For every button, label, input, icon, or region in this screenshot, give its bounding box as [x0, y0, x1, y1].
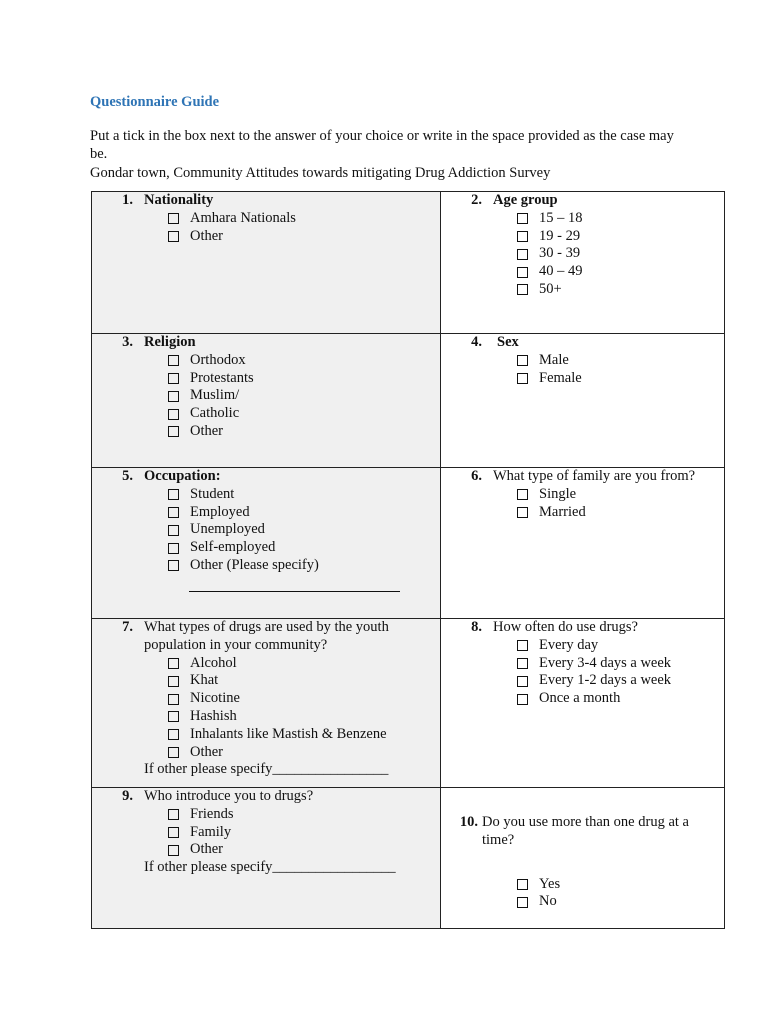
- question-10-cell: [441, 788, 725, 929]
- instructions-text: Put a tick in the box next to the answer of your choice or write in the space provided as the case may be.: [90, 128, 674, 162]
- question-number: 8.: [471, 619, 482, 635]
- option-row[interactable]: [441, 690, 724, 708]
- option-row[interactable]: [92, 744, 440, 762]
- question-number: 2.: [471, 192, 482, 208]
- checkbox[interactable]: [168, 426, 179, 437]
- option-label: Hashish: [190, 707, 237, 724]
- option-label: Every 3-4 days a week: [539, 654, 672, 671]
- option-row[interactable]: [441, 486, 724, 504]
- question-number: 5.: [122, 468, 133, 484]
- option-row[interactable]: [92, 726, 440, 744]
- option-label: Unemployed: [190, 521, 265, 538]
- option-row[interactable]: [441, 672, 724, 690]
- option-row[interactable]: [92, 486, 440, 504]
- option-label: Other: [190, 841, 224, 858]
- checkbox[interactable]: [168, 391, 179, 402]
- question-number: 1.: [122, 192, 133, 208]
- question-5-cell: [92, 468, 441, 619]
- survey-name: Gondar town, Community Attitudes towards mitigating Drug Addiction Survey: [90, 165, 551, 181]
- option-label: Muslim/: [190, 387, 240, 404]
- option-row[interactable]: [92, 708, 440, 726]
- checkbox[interactable]: [517, 213, 528, 224]
- checkbox[interactable]: [517, 489, 528, 500]
- option-label: Catholic: [190, 405, 240, 422]
- option-label: 40 – 49: [539, 263, 583, 280]
- option-label: 30 - 39: [539, 245, 581, 262]
- checkbox[interactable]: [168, 827, 179, 838]
- option-row[interactable]: [441, 370, 724, 388]
- question-10-text: Do you use more than one drug at a time?: [482, 814, 689, 848]
- checkbox[interactable]: [168, 845, 179, 856]
- option-label: Employed: [190, 503, 250, 520]
- option-row[interactable]: [92, 521, 440, 539]
- option-label: Other: [190, 422, 224, 439]
- checkbox[interactable]: [168, 809, 179, 820]
- question-2-text: Age group: [493, 192, 558, 208]
- specify-field[interactable]: If other please specify_________________: [144, 859, 396, 876]
- question-number: 3.: [122, 334, 133, 350]
- question-3-text: Religion: [144, 334, 196, 350]
- option-row[interactable]: [92, 352, 440, 370]
- question-6-text: What type of family are you from?: [493, 468, 696, 484]
- checkbox[interactable]: [517, 373, 528, 384]
- checkbox[interactable]: [517, 879, 528, 890]
- option-row[interactable]: [441, 504, 724, 522]
- option-label: Once a month: [539, 690, 621, 707]
- option-label: Friends: [190, 805, 234, 822]
- checkbox[interactable]: [517, 231, 528, 242]
- checkbox[interactable]: [517, 694, 528, 705]
- option-row[interactable]: [441, 245, 724, 263]
- option-label: Family: [190, 823, 232, 840]
- option-row[interactable]: [92, 504, 440, 522]
- question-9-text: Who introduce you to drugs?: [144, 788, 314, 804]
- option-row[interactable]: [441, 893, 724, 911]
- option-row[interactable]: [92, 655, 440, 673]
- question-4-text: Sex: [497, 334, 519, 350]
- option-row[interactable]: [441, 876, 724, 894]
- option-row[interactable]: [92, 423, 440, 441]
- question-number: 9.: [122, 788, 133, 804]
- option-row[interactable]: [441, 637, 724, 655]
- questionnaire-table: [91, 191, 725, 929]
- option-row[interactable]: [92, 841, 440, 859]
- question-number: 6.: [471, 468, 482, 484]
- option-label: Orthodox: [190, 351, 246, 368]
- option-label: Student: [190, 485, 235, 502]
- checkbox[interactable]: [168, 747, 179, 758]
- question-number: 10.: [459, 814, 478, 830]
- checkbox[interactable]: [517, 507, 528, 518]
- checkbox[interactable]: [517, 676, 528, 687]
- checkbox[interactable]: [517, 640, 528, 651]
- checkbox[interactable]: [168, 231, 179, 242]
- option-row[interactable]: [441, 263, 724, 281]
- question-5-text: Occupation:: [144, 468, 221, 484]
- checkbox[interactable]: [517, 284, 528, 295]
- checkbox[interactable]: [168, 694, 179, 705]
- option-row[interactable]: [92, 387, 440, 405]
- option-row[interactable]: [92, 690, 440, 708]
- option-label: 50+: [539, 280, 562, 297]
- option-label: Other (Please specify): [190, 556, 319, 573]
- checkbox[interactable]: [168, 658, 179, 669]
- option-row[interactable]: [92, 405, 440, 423]
- question-4-cell: [441, 334, 725, 468]
- option-row[interactable]: [92, 228, 440, 246]
- option-label: Other: [190, 227, 224, 244]
- question-9-cell: [92, 788, 441, 929]
- option-label: Protestants: [190, 369, 254, 386]
- option-row[interactable]: [441, 655, 724, 673]
- option-row[interactable]: [92, 806, 440, 824]
- option-label: Khat: [190, 672, 219, 689]
- checkbox[interactable]: [168, 676, 179, 687]
- option-label: 19 - 29: [539, 227, 581, 244]
- option-row[interactable]: [441, 228, 724, 246]
- checkbox[interactable]: [517, 355, 528, 366]
- question-number: 7.: [122, 619, 133, 635]
- option-label: No: [539, 893, 557, 910]
- question-7-text: What types of drugs are used by the youth population in your community?: [144, 619, 389, 653]
- checkbox[interactable]: [168, 507, 179, 518]
- checkbox[interactable]: [168, 355, 179, 366]
- checkbox[interactable]: [517, 897, 528, 908]
- question-number: 4.: [471, 334, 482, 350]
- option-label: Other: [190, 743, 224, 760]
- questionnaire-title: Questionnaire Guide: [90, 94, 220, 110]
- checkbox[interactable]: [168, 543, 179, 554]
- checkbox[interactable]: [168, 711, 179, 722]
- option-row[interactable]: [92, 210, 440, 228]
- option-row[interactable]: [92, 370, 440, 388]
- checkbox[interactable]: [168, 560, 179, 571]
- question-6-cell: [441, 468, 725, 619]
- question-1-cell: [92, 192, 441, 334]
- option-label: Every 1-2 days a week: [539, 672, 672, 689]
- option-row[interactable]: [441, 352, 724, 370]
- question-8-text: How often do use drugs?: [493, 619, 638, 635]
- checkbox[interactable]: [168, 729, 179, 740]
- question-7-cell: [92, 619, 441, 788]
- checkbox[interactable]: [168, 525, 179, 536]
- checkbox[interactable]: [517, 658, 528, 669]
- option-label: Single: [539, 485, 577, 502]
- option-label: Female: [539, 369, 582, 386]
- checkbox[interactable]: [168, 489, 179, 500]
- checkbox[interactable]: [168, 213, 179, 224]
- option-label: Male: [539, 351, 569, 368]
- specify-blank-line[interactable]: [92, 575, 440, 599]
- option-row[interactable]: [441, 281, 724, 299]
- option-row[interactable]: [92, 557, 440, 575]
- question-1-text: Nationality: [144, 192, 214, 208]
- checkbox[interactable]: [517, 267, 528, 278]
- option-row[interactable]: [92, 672, 440, 690]
- option-label: Nicotine: [190, 690, 240, 707]
- option-label: Married: [539, 503, 586, 520]
- question-8-cell: [441, 619, 725, 788]
- specify-field[interactable]: If other please specify________________: [144, 761, 389, 778]
- option-label: Self-employed: [190, 539, 276, 556]
- option-label: Every day: [539, 636, 599, 653]
- checkbox[interactable]: [517, 249, 528, 260]
- option-label: Inhalants like Mastish & Benzene: [190, 725, 387, 742]
- option-label: Yes: [539, 875, 561, 892]
- option-label: 15 – 18: [539, 209, 583, 226]
- question-3-cell: [92, 334, 441, 468]
- checkbox[interactable]: [168, 373, 179, 384]
- option-row[interactable]: [441, 210, 724, 228]
- checkbox[interactable]: [168, 409, 179, 420]
- option-label: Amhara Nationals: [190, 209, 296, 226]
- option-label: Alcohol: [190, 654, 237, 671]
- option-row[interactable]: [92, 539, 440, 557]
- option-row[interactable]: [92, 824, 440, 842]
- question-2-cell: [441, 192, 725, 334]
